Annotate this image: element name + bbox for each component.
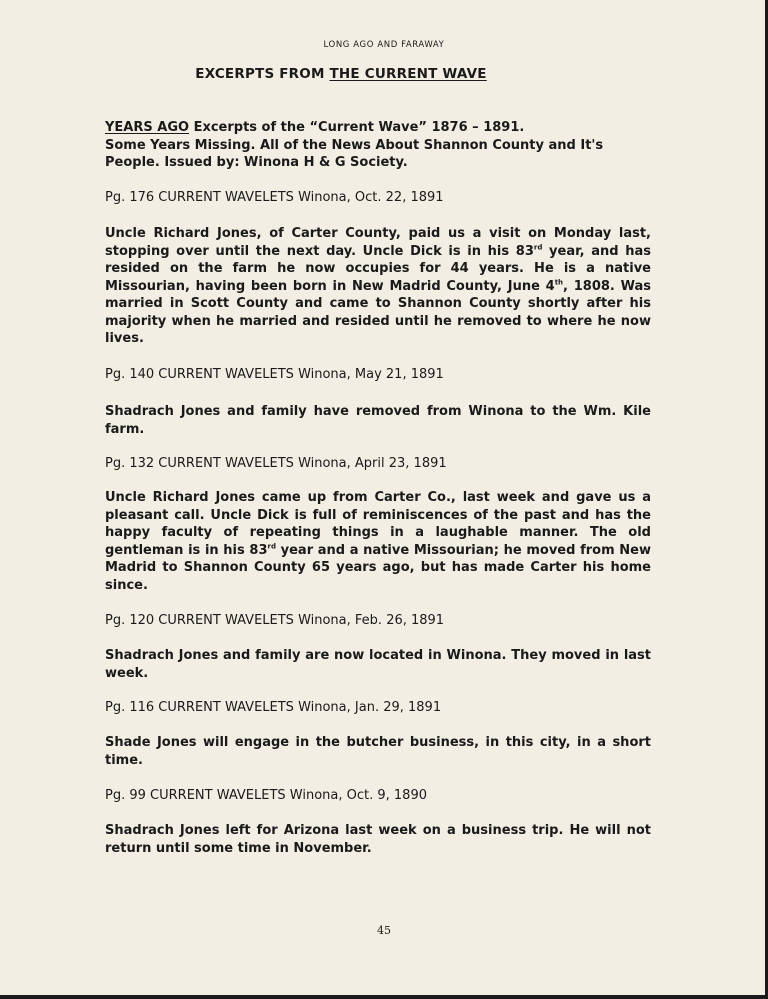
entry-heading: Pg. 140 CURRENT WAVELETS Winona, May 21, 1891 — [105, 367, 444, 382]
ordinal-suffix: th — [554, 278, 564, 287]
entry-heading: Pg. 176 CURRENT WAVELETS Winona, Oct. 22, 1891 — [105, 190, 444, 205]
entry-body: Shadrach Jones and family are now located in Winona. They moved in last week. — [105, 648, 651, 681]
entry-body — [105, 489, 651, 594]
title-underlined: THE CURRENT WAVE — [329, 66, 487, 82]
entry-heading: Pg. 120 CURRENT WAVELETS Winona, Feb. 26, 1891 — [105, 613, 445, 628]
ordinal-suffix: rd — [533, 243, 543, 252]
title-prefix: EXCERPTS FROM — [195, 66, 330, 82]
entry-body: Shade Jones will engage in the butcher business, in this city, in a short time. — [105, 735, 651, 768]
entry-heading: Pg. 116 CURRENT WAVELETS Winona, Jan. 29, 1891 — [105, 700, 442, 715]
entry-body-text: Uncle Richard Jones, of Carter County, paid us a visit on Monday last, stopping over until the next day. Uncle Dick is in his 83 — [105, 226, 651, 259]
entry-body-text: year and a native Missourian; he moved from New Madrid to Shannon County 65 years ago, but has made Carter his home since. — [105, 542, 651, 593]
intro-label: YEARS AGO — [105, 120, 190, 135]
intro-line-2: Some Years Missing. All of the News About Shannon County and It's People. Issued by: Winona H & G Society. — [105, 137, 604, 170]
entry-body-text: year, and has resided on the farm he now occupies for 44 years. He is a native Missourian, having been born in New Madrid County, June 4 — [105, 243, 651, 294]
scan-edge-bottom — [0, 995, 768, 999]
entry-body — [105, 225, 651, 348]
page-number: 45 — [377, 924, 391, 937]
running-head: LONG AGO AND FARAWAY — [323, 40, 445, 50]
entry-body: Shadrach Jones and family have removed from Winona to the Wm. Kile farm. — [105, 404, 651, 437]
entry-body: Shadrach Jones left for Arizona last week on a business trip. He will not return until some time in November. — [105, 823, 651, 856]
entry-heading: Pg. 132 CURRENT WAVELETS Winona, April 23, 1891 — [105, 456, 447, 471]
page-title — [0, 66, 682, 82]
entry-heading: Pg. 99 CURRENT WAVELETS Winona, Oct. 9, 1890 — [105, 788, 427, 803]
entry-body-text: , 1808. Was married in Scott County and came to Shannon County shortly after his majority when he married and resided until he removed to where he now lives. — [105, 278, 651, 346]
entry-body-text: Uncle Richard Jones came up from Carter Co., last week and gave us a pleasant call. Uncle Dick is full of reminiscences of the past and has the happy faculty of repeating things in a laughable manner. The old gentleman is in his 83 — [105, 490, 651, 558]
intro-line-1: Excerpts of the “Current Wave” 1876 – 1891. — [189, 120, 525, 135]
ordinal-suffix: rd — [267, 542, 276, 551]
intro-paragraph — [105, 119, 651, 172]
